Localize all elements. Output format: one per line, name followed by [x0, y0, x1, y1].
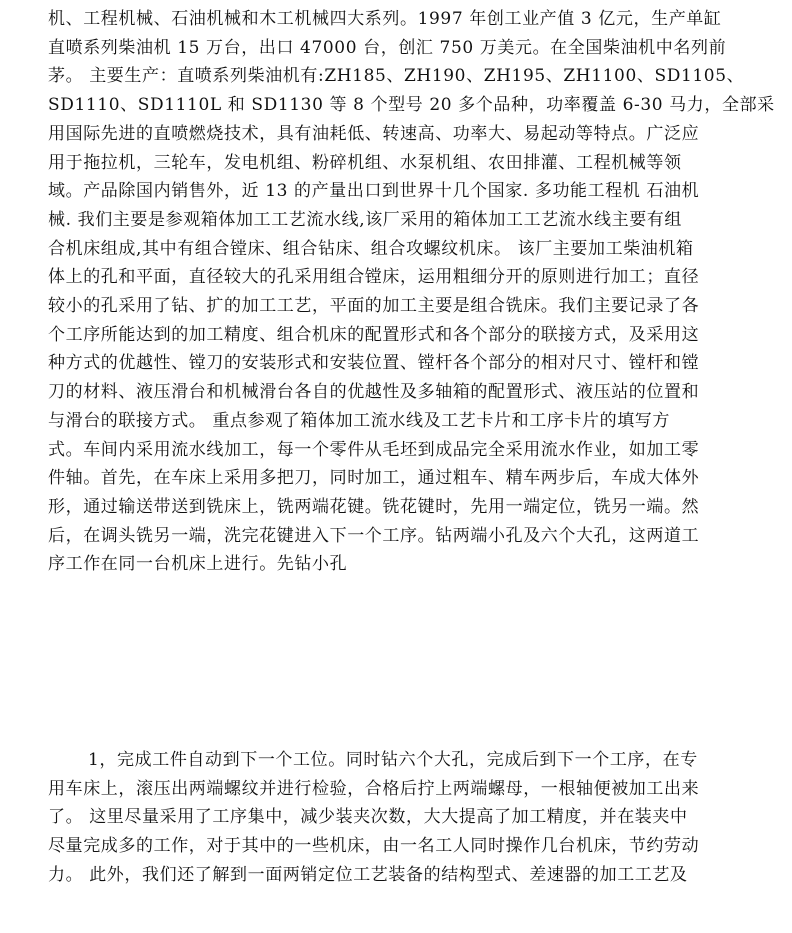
text-line: 式。车间内采用流水线加工，每一个零件从毛坯到成品完全采用流水作业，如加工零	[48, 439, 700, 460]
text-line: 机、工程机械、石油机械和木工机械四大系列。1997 年创工业产值 3 亿元，生产单缸	[48, 9, 722, 29]
text-line: 合机床组成,其中有组合镗床、组合钻床、组合攻螺纹机床。 该厂主要加工柴油机箱	[48, 238, 694, 259]
text-line: 后，在调头铣另一端，洗完花键进入下一个工序。钻两端小孔及六个大孔，这两道工	[48, 525, 700, 546]
text-line: 1，完成工件自动到下一个工位。同时钻六个大孔，完成后到下一个工序，在专	[88, 750, 698, 770]
text-line: 用国际先进的直喷燃烧技术，具有油耗低、转速高、功率大、易起动等特点。广泛应	[48, 123, 700, 144]
text-line: 件轴。首先，在车床上采用多把刀，同时加工，通过粗车、精车两步后，车成大体外	[48, 468, 700, 489]
text-line: 用于拖拉机，三轮车，发电机组、粉碎机组、水泵机组、农田排灌、工程机械等领	[48, 152, 682, 173]
text-line: 械. 我们主要是参观箱体加工工艺流水线,该厂采用的箱体加工工艺流水线主要有组	[48, 209, 683, 230]
text-line: 力。 此外，我们还了解到一面两销定位工艺装备的结构型式、差速器的加工工艺及	[48, 864, 688, 885]
text-line: 刀的材料、液压滑台和机械滑台各自的优越性及多轴箱的配置形式、液压站的位置和	[48, 382, 700, 403]
text-line: 体上的孔和平面，直径较大的孔采用组合镗床，运用粗细分开的原则进行加工；直径	[48, 267, 700, 288]
text-line: 形，通过输送带送到铣床上，铣两端花键。铣花键时，先用一端定位，铣另一端。然	[48, 496, 700, 517]
text-line: 用车床上，滚压出两端螺纹并进行检验，合格后拧上两端螺母，一根轴便被加工出来	[48, 778, 700, 799]
text-line: 茅。 主要生产：直喷系列柴油机有:ZH185、ZH190、ZH195、ZH1100、SD1105、	[48, 66, 745, 87]
text-line: 种方式的优越性、镗刀的安装形式和安装位置、镗杆各个部分的相对尺寸、镗杆和镗	[48, 353, 700, 374]
text-line: 直喷系列柴油机 15 万台，出口 47000 台，创汇 750 万美元。在全国柴油机中名列前	[48, 37, 727, 58]
text-line: 了。 这里尽量采用了工序集中，减少装夹次数，大大提高了加工精度，并在装夹中	[48, 807, 688, 828]
text-line: 域。产品除国内销售外，近 13 的产量出口到世界十几个国家. 多功能工程机 石油机	[48, 181, 700, 202]
text-line: SD1110、SD1110L 和 SD1130 等 8 个型号 20 多个品种，功率覆盖 6-30 马力，全部采	[48, 95, 775, 116]
text-line: 序工作在同一台机床上进行。先钻小孔	[48, 554, 348, 575]
text-line: 较小的孔采用了钻、扩的加工工艺，平面的加工主要是组合铣床。我们主要记录了各	[48, 296, 700, 316]
text-line: 尽量完成多的工作，对于其中的一些机床，由一名工人同时操作几台机床，节约劳动	[48, 836, 700, 857]
text-line: 个工序所能达到的加工精度、组合机床的配置形式和各个部分的联接方式，及采用这	[48, 324, 700, 345]
text-line: 与滑台的联接方式。 重点参观了箱体加工流水线及工艺卡片和工序卡片的填写方	[48, 410, 671, 431]
